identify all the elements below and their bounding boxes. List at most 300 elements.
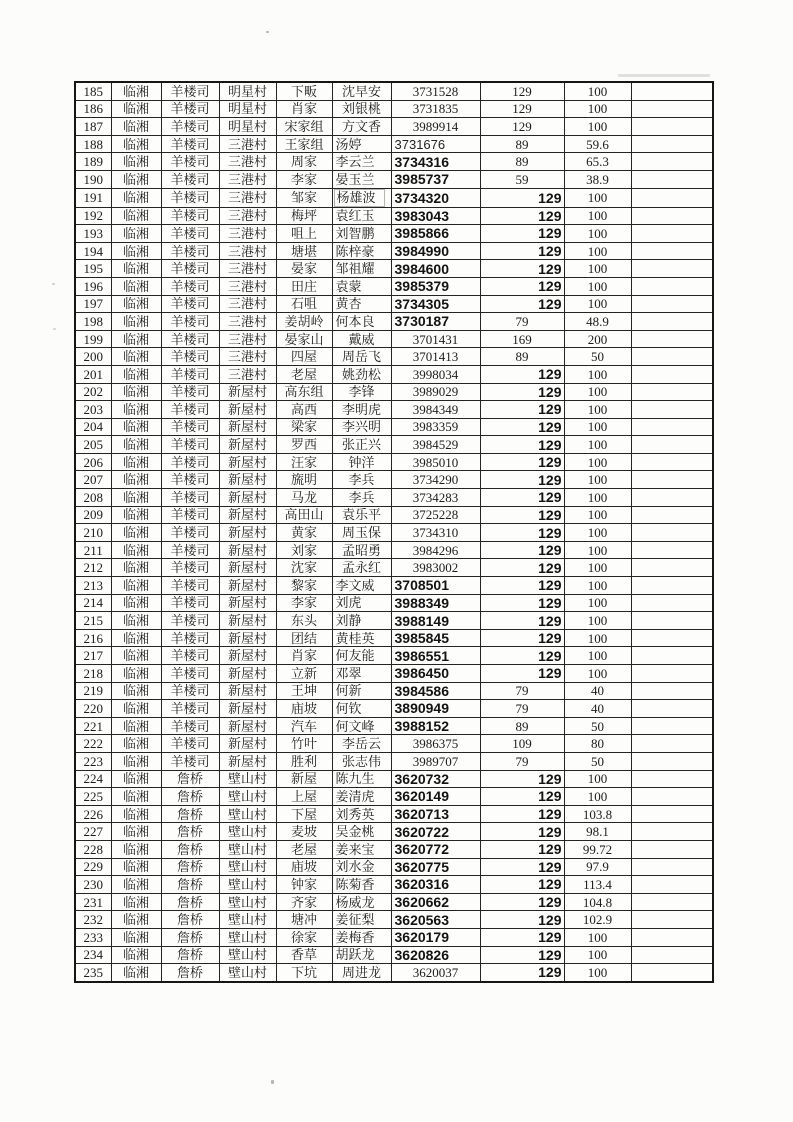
cell-no: 232 [75, 911, 111, 929]
cell-place: 姜胡岭 [276, 313, 332, 331]
cell-amt: 100 [564, 295, 631, 313]
cell-city: 临湘 [111, 682, 161, 700]
cell-phone: 3620732 [391, 770, 480, 788]
table-row [75, 260, 713, 278]
cell-city: 临湘 [111, 524, 161, 542]
cell-blank [631, 170, 713, 188]
cell-village: 壁山村 [219, 876, 276, 894]
cell-amt: 50 [564, 348, 631, 366]
cell-amt: 100 [564, 770, 631, 788]
cell-town: 羊楼司 [161, 700, 219, 718]
cell-no: 201 [75, 365, 111, 383]
cell-village: 新屋村 [219, 647, 276, 665]
cell-city: 临湘 [111, 735, 161, 753]
cell-blank [631, 506, 713, 524]
cell-place: 沈家 [276, 559, 332, 577]
cell-village: 壁山村 [219, 823, 276, 841]
cell-place: 团结 [276, 629, 332, 647]
cell-blank [631, 330, 713, 348]
cell-phone: 3620563 [391, 911, 480, 929]
cell-city: 临湘 [111, 946, 161, 964]
table-row [75, 418, 713, 436]
cell-phone: 3984990 [391, 242, 480, 260]
cell-amt: 100 [564, 928, 631, 946]
cell-city: 临湘 [111, 594, 161, 612]
table-row [75, 647, 713, 665]
cell-amt: 100 [564, 577, 631, 595]
cell-village: 新屋村 [219, 577, 276, 595]
cell-no: 190 [75, 170, 111, 188]
cell-qty: 109 [480, 735, 564, 753]
cell-town: 詹桥 [161, 858, 219, 876]
cell-no: 194 [75, 242, 111, 260]
cell-town: 詹桥 [161, 911, 219, 929]
cell-name: 周进龙 [332, 964, 391, 982]
cell-amt: 100 [564, 365, 631, 383]
cell-amt: 100 [564, 82, 631, 100]
cell-village: 新屋村 [219, 559, 276, 577]
highlight-box: 杨雄波 [334, 189, 385, 207]
cell-place: 上屋 [276, 788, 332, 806]
cell-name: 陈梓豪 [332, 242, 391, 260]
cell-village: 三港村 [219, 277, 276, 295]
cell-village: 明星村 [219, 100, 276, 118]
cell-place: 旒明 [276, 471, 332, 489]
cell-qty: 129 [480, 788, 564, 806]
cell-name: 姜梅香 [332, 928, 391, 946]
cell-place: 王家组 [276, 135, 332, 153]
cell-blank [631, 928, 713, 946]
cell-city: 临湘 [111, 82, 161, 100]
cell-town: 詹桥 [161, 805, 219, 823]
cell-name: 李兴明 [332, 418, 391, 436]
table-row [75, 330, 713, 348]
cell-town: 詹桥 [161, 946, 219, 964]
cell-no: 192 [75, 207, 111, 225]
cell-no: 233 [75, 928, 111, 946]
cell-town: 羊楼司 [161, 313, 219, 331]
cell-place: 四屋 [276, 348, 332, 366]
cell-village: 壁山村 [219, 858, 276, 876]
cell-city: 临湘 [111, 928, 161, 946]
cell-amt: 59.6 [564, 135, 631, 153]
cell-city: 临湘 [111, 100, 161, 118]
cell-amt: 100 [564, 207, 631, 225]
table-row [75, 506, 713, 524]
table-row [75, 207, 713, 225]
cell-town: 羊楼司 [161, 225, 219, 243]
cell-village: 新屋村 [219, 752, 276, 770]
cell-phone: 3984600 [391, 260, 480, 278]
cell-amt: 100 [564, 489, 631, 507]
cell-name: 汤婷 [332, 135, 391, 153]
cell-place: 高西 [276, 401, 332, 419]
cell-town: 羊楼司 [161, 489, 219, 507]
cell-no: 216 [75, 629, 111, 647]
cell-amt: 50 [564, 752, 631, 770]
cell-amt: 100 [564, 524, 631, 542]
cell-no: 207 [75, 471, 111, 489]
cell-no: 203 [75, 401, 111, 419]
cell-place: 钟家 [276, 876, 332, 894]
scan-speck [53, 328, 56, 330]
cell-town: 羊楼司 [161, 647, 219, 665]
cell-place: 立新 [276, 665, 332, 683]
cell-name: 李岳云 [332, 735, 391, 753]
cell-no: 235 [75, 964, 111, 982]
cell-town: 羊楼司 [161, 436, 219, 454]
table-row [75, 453, 713, 471]
cell-city: 临湘 [111, 489, 161, 507]
cell-village: 壁山村 [219, 911, 276, 929]
cell-town: 羊楼司 [161, 207, 219, 225]
cell-no: 205 [75, 436, 111, 454]
cell-village: 新屋村 [219, 629, 276, 647]
cell-city: 临湘 [111, 717, 161, 735]
cell-blank [631, 911, 713, 929]
cell-city: 临湘 [111, 135, 161, 153]
cell-amt: 100 [564, 594, 631, 612]
cell-qty: 89 [480, 153, 564, 171]
cell-phone: 3890949 [391, 700, 480, 718]
cell-amt: 100 [564, 612, 631, 630]
cell-amt: 200 [564, 330, 631, 348]
cell-name: 邹祖耀 [332, 260, 391, 278]
cell-village: 三港村 [219, 313, 276, 331]
cell-city: 临湘 [111, 383, 161, 401]
cell-phone: 3989914 [391, 118, 480, 136]
cell-name: 何新 [332, 682, 391, 700]
cell-no: 228 [75, 840, 111, 858]
cell-phone: 3620149 [391, 788, 480, 806]
table-row [75, 823, 713, 841]
cell-blank [631, 489, 713, 507]
cell-no: 196 [75, 277, 111, 295]
cell-place: 邹家 [276, 188, 332, 207]
cell-blank [631, 717, 713, 735]
table-row [75, 295, 713, 313]
cell-amt: 100 [564, 453, 631, 471]
cell-place: 下屋 [276, 805, 332, 823]
cell-qty: 79 [480, 752, 564, 770]
cell-blank [631, 524, 713, 542]
cell-blank [631, 153, 713, 171]
cell-name: 吴金桃 [332, 823, 391, 841]
cell-city: 临湘 [111, 612, 161, 630]
cell-place: 刘家 [276, 541, 332, 559]
cell-place: 罗西 [276, 436, 332, 454]
cell-no: 202 [75, 383, 111, 401]
cell-qty: 129 [480, 805, 564, 823]
cell-town: 詹桥 [161, 893, 219, 911]
table-row [75, 313, 713, 331]
cell-blank [631, 225, 713, 243]
cell-qty: 129 [480, 577, 564, 595]
records-table-wrap [74, 81, 714, 983]
cell-amt: 100 [564, 471, 631, 489]
table-row [75, 365, 713, 383]
cell-amt: 80 [564, 735, 631, 753]
cell-no: 221 [75, 717, 111, 735]
cell-place: 下畈 [276, 82, 332, 100]
cell-name: 周玉保 [332, 524, 391, 542]
table-row [75, 577, 713, 595]
cell-village: 三港村 [219, 242, 276, 260]
cell-phone: 3984529 [391, 436, 480, 454]
cell-phone: 3734310 [391, 524, 480, 542]
cell-phone: 3701413 [391, 348, 480, 366]
cell-village: 壁山村 [219, 788, 276, 806]
cell-amt: 100 [564, 665, 631, 683]
cell-place: 胜利 [276, 752, 332, 770]
cell-blank [631, 559, 713, 577]
cell-qty: 129 [480, 911, 564, 929]
cell-amt: 97.9 [564, 858, 631, 876]
cell-town: 羊楼司 [161, 682, 219, 700]
cell-place: 梅坪 [276, 207, 332, 225]
table-row [75, 700, 713, 718]
cell-blank [631, 823, 713, 841]
cell-amt: 102.9 [564, 911, 631, 929]
table-row [75, 594, 713, 612]
cell-place: 马龙 [276, 489, 332, 507]
table-row [75, 876, 713, 894]
cell-name: 李云兰 [332, 153, 391, 171]
cell-city: 临湘 [111, 700, 161, 718]
cell-qty: 129 [480, 118, 564, 136]
cell-blank [631, 401, 713, 419]
cell-phone: 3734283 [391, 489, 480, 507]
cell-town: 羊楼司 [161, 471, 219, 489]
cell-amt: 48.9 [564, 313, 631, 331]
cell-no: 188 [75, 135, 111, 153]
cell-town: 羊楼司 [161, 365, 219, 383]
cell-qty: 89 [480, 717, 564, 735]
cell-village: 壁山村 [219, 805, 276, 823]
table-row [75, 788, 713, 806]
cell-village: 新屋村 [219, 401, 276, 419]
cell-town: 羊楼司 [161, 665, 219, 683]
cell-city: 临湘 [111, 840, 161, 858]
table-row [75, 770, 713, 788]
cell-village: 新屋村 [219, 735, 276, 753]
cell-village: 三港村 [219, 330, 276, 348]
cell-village: 明星村 [219, 118, 276, 136]
cell-no: 195 [75, 260, 111, 278]
cell-qty: 129 [480, 471, 564, 489]
cell-amt: 100 [564, 188, 631, 207]
cell-blank [631, 752, 713, 770]
cell-no: 189 [75, 153, 111, 171]
cell-city: 临湘 [111, 823, 161, 841]
cell-town: 羊楼司 [161, 188, 219, 207]
cell-name: 孟永红 [332, 559, 391, 577]
cell-no: 234 [75, 946, 111, 964]
cell-town: 詹桥 [161, 964, 219, 982]
cell-town: 詹桥 [161, 876, 219, 894]
table-row [75, 735, 713, 753]
cell-city: 临湘 [111, 260, 161, 278]
cell-town: 羊楼司 [161, 629, 219, 647]
cell-place: 李家 [276, 594, 332, 612]
cell-qty: 129 [480, 893, 564, 911]
cell-qty: 129 [480, 629, 564, 647]
cell-qty: 129 [480, 100, 564, 118]
cell-village: 三港村 [219, 188, 276, 207]
table-row [75, 612, 713, 630]
cell-place: 梁家 [276, 418, 332, 436]
cell-village: 三港村 [219, 207, 276, 225]
cell-amt: 100 [564, 242, 631, 260]
cell-village: 壁山村 [219, 840, 276, 858]
cell-no: 226 [75, 805, 111, 823]
cell-town: 羊楼司 [161, 453, 219, 471]
cell-city: 临湘 [111, 876, 161, 894]
cell-qty: 129 [480, 225, 564, 243]
cell-village: 新屋村 [219, 541, 276, 559]
cell-blank [631, 840, 713, 858]
cell-place: 田庄 [276, 277, 332, 295]
cell-qty: 129 [480, 260, 564, 278]
scan-speck [271, 1080, 274, 1084]
cell-place: 下坑 [276, 964, 332, 982]
cell-town: 羊楼司 [161, 401, 219, 419]
table-row [75, 242, 713, 260]
cell-phone: 3985379 [391, 277, 480, 295]
cell-town: 詹桥 [161, 928, 219, 946]
cell-qty: 129 [480, 506, 564, 524]
cell-blank [631, 471, 713, 489]
cell-phone: 3731528 [391, 82, 480, 100]
table-row [75, 717, 713, 735]
cell-blank [631, 577, 713, 595]
cell-village: 新屋村 [219, 453, 276, 471]
cell-blank [631, 313, 713, 331]
cell-place: 老屋 [276, 365, 332, 383]
cell-no: 225 [75, 788, 111, 806]
cell-blank [631, 118, 713, 136]
cell-no: 200 [75, 348, 111, 366]
cell-qty: 129 [480, 295, 564, 313]
cell-city: 临湘 [111, 242, 161, 260]
cell-amt: 100 [564, 260, 631, 278]
cell-name: 姜来宝 [332, 840, 391, 858]
cell-city: 临湘 [111, 436, 161, 454]
cell-place: 汪家 [276, 453, 332, 471]
table-row [75, 225, 713, 243]
table-row [75, 524, 713, 542]
cell-name: 陈九生 [332, 770, 391, 788]
cell-town: 羊楼司 [161, 752, 219, 770]
cell-amt: 100 [564, 629, 631, 647]
cell-blank [631, 295, 713, 313]
cell-city: 临湘 [111, 453, 161, 471]
cell-city: 临湘 [111, 330, 161, 348]
cell-name: 刘银桃 [332, 100, 391, 118]
cell-no: 206 [75, 453, 111, 471]
cell-place: 麦坡 [276, 823, 332, 841]
cell-blank [631, 788, 713, 806]
cell-qty: 129 [480, 401, 564, 419]
cell-town: 羊楼司 [161, 118, 219, 136]
cell-qty: 129 [480, 242, 564, 260]
cell-blank [631, 700, 713, 718]
cell-qty: 129 [480, 647, 564, 665]
cell-village: 三港村 [219, 170, 276, 188]
cell-no: 212 [75, 559, 111, 577]
cell-town: 羊楼司 [161, 135, 219, 153]
cell-name: 胡跃龙 [332, 946, 391, 964]
cell-blank [631, 188, 713, 207]
cell-blank [631, 629, 713, 647]
cell-place: 庙坡 [276, 700, 332, 718]
cell-phone: 3620722 [391, 823, 480, 841]
cell-city: 临湘 [111, 559, 161, 577]
cell-place: 汽车 [276, 717, 332, 735]
table-row [75, 964, 713, 982]
cell-place: 塘堪 [276, 242, 332, 260]
cell-amt: 100 [564, 100, 631, 118]
cell-town: 詹桥 [161, 823, 219, 841]
cell-phone: 3725228 [391, 506, 480, 524]
cell-village: 壁山村 [219, 770, 276, 788]
cell-town: 羊楼司 [161, 330, 219, 348]
cell-town: 羊楼司 [161, 100, 219, 118]
cell-blank [631, 612, 713, 630]
cell-town: 羊楼司 [161, 242, 219, 260]
cell-blank [631, 735, 713, 753]
cell-town: 羊楼司 [161, 506, 219, 524]
cell-no: 185 [75, 82, 111, 100]
table-row [75, 348, 713, 366]
cell-no: 214 [75, 594, 111, 612]
cell-amt: 100 [564, 506, 631, 524]
cell-blank [631, 770, 713, 788]
cell-name: 何友能 [332, 647, 391, 665]
cell-phone: 3708501 [391, 577, 480, 595]
cell-blank [631, 946, 713, 964]
cell-city: 临湘 [111, 911, 161, 929]
cell-phone: 3983359 [391, 418, 480, 436]
cell-qty: 129 [480, 489, 564, 507]
table-row [75, 100, 713, 118]
cell-name: 戴威 [332, 330, 391, 348]
cell-phone: 3620037 [391, 964, 480, 982]
cell-village: 新屋村 [219, 700, 276, 718]
cell-amt: 100 [564, 964, 631, 982]
cell-village: 壁山村 [219, 964, 276, 982]
cell-name: 刘虎 [332, 594, 391, 612]
cell-no: 204 [75, 418, 111, 436]
cell-phone: 3734316 [391, 153, 480, 171]
cell-town: 羊楼司 [161, 735, 219, 753]
cell-phone: 3620713 [391, 805, 480, 823]
cell-place: 王坤 [276, 682, 332, 700]
cell-blank [631, 682, 713, 700]
cell-phone: 3620662 [391, 893, 480, 911]
cell-town: 羊楼司 [161, 594, 219, 612]
cell-phone: 3986375 [391, 735, 480, 753]
cell-blank [631, 453, 713, 471]
cell-blank [631, 964, 713, 982]
cell-city: 临湘 [111, 313, 161, 331]
cell-blank [631, 135, 713, 153]
cell-place: 肖家 [276, 100, 332, 118]
cell-place: 齐家 [276, 893, 332, 911]
cell-amt: 98.1 [564, 823, 631, 841]
cell-amt: 65.3 [564, 153, 631, 171]
table-row [75, 401, 713, 419]
